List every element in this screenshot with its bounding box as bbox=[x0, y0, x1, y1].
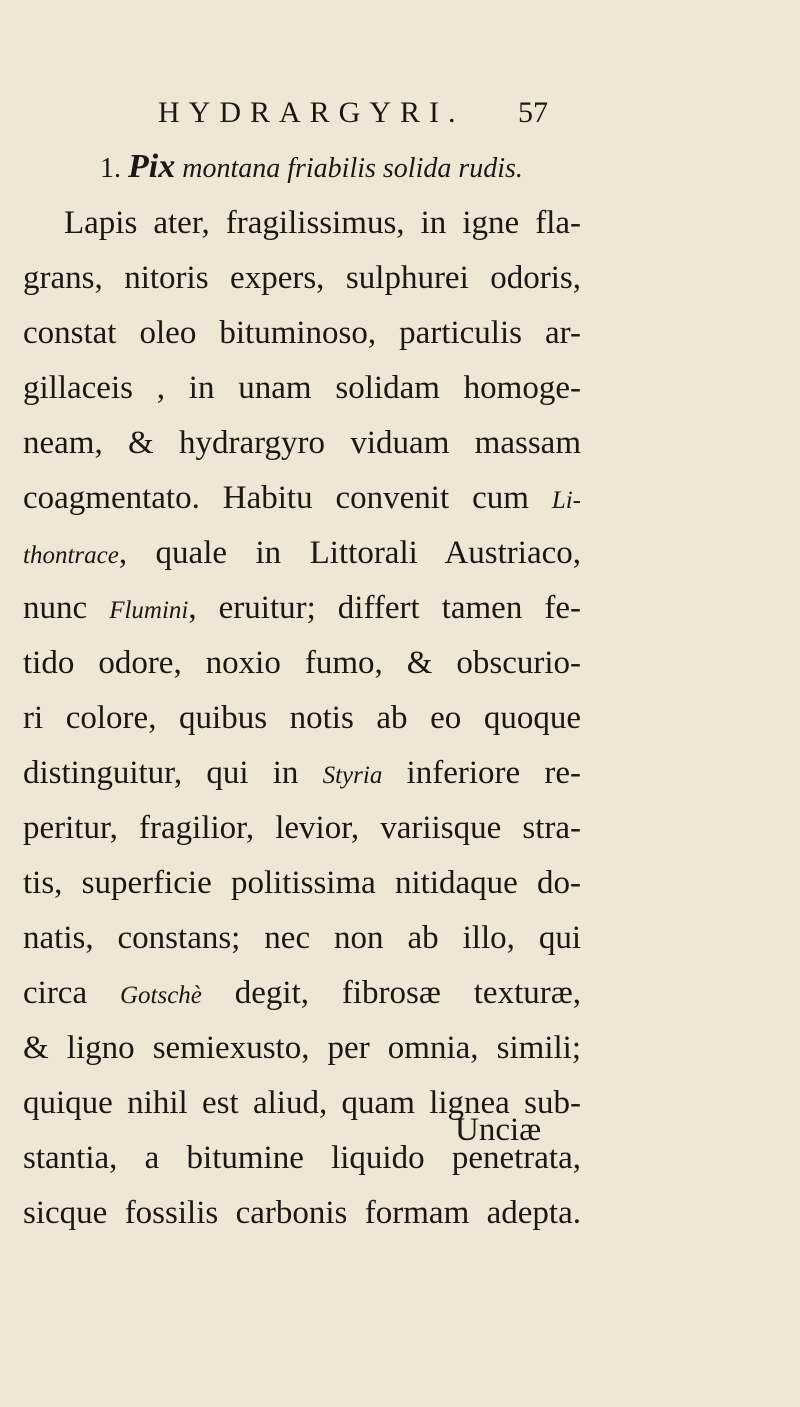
text-line bbox=[23, 801, 581, 856]
line-text: Lapis ater, fragilissimus, in igne fla- bbox=[64, 205, 581, 241]
italic-term: Styria bbox=[322, 762, 383, 789]
section-subtitle: montana friabilis solida rudis. bbox=[175, 153, 523, 184]
text-line bbox=[23, 966, 581, 1021]
catchword: Unciæ bbox=[455, 1112, 542, 1148]
running-title: HYDRARGYRI. bbox=[158, 96, 465, 129]
line-text: degit, fibrosæ texturæ, bbox=[201, 975, 581, 1011]
page-number: 57 bbox=[518, 96, 548, 129]
line-text: inferiore re- bbox=[382, 755, 581, 791]
line-text: distinguitur, qui in bbox=[23, 755, 323, 791]
text-line bbox=[23, 1021, 581, 1076]
line-text: , eruitur; differt tamen fe- bbox=[188, 590, 581, 626]
text-line bbox=[23, 746, 581, 801]
text-line bbox=[23, 856, 581, 911]
line-text: constat oleo bituminoso, particulis ar- bbox=[23, 315, 581, 351]
italic-term: Li- bbox=[551, 487, 581, 514]
line-text: , quale in Littorali Austriaco, bbox=[118, 535, 581, 571]
text-line bbox=[23, 581, 581, 636]
text-line bbox=[23, 251, 581, 306]
section-title bbox=[100, 148, 580, 186]
line-text: ri colore, quibus notis ab eo quoque bbox=[23, 700, 581, 736]
section-name: Pix bbox=[128, 148, 176, 185]
italic-term: Gotschè bbox=[119, 982, 202, 1009]
line-text: & ligno semiexusto, per omnia, simili; bbox=[23, 1030, 581, 1066]
text-line bbox=[23, 416, 581, 471]
text-line bbox=[23, 1186, 581, 1241]
line-text: peritur, fragilior, levior, variisque stra- bbox=[23, 810, 581, 846]
line-text: coagmentato. Habitu convenit cum bbox=[23, 480, 552, 516]
page-header bbox=[158, 96, 558, 136]
body-text bbox=[23, 196, 581, 1241]
text-line bbox=[23, 636, 581, 691]
line-text: neam, & hydrargyro viduam massam bbox=[23, 425, 581, 461]
line-text: sicque fossilis carbonis formam adepta. bbox=[23, 1195, 581, 1231]
text-line bbox=[23, 361, 581, 416]
line-text: nunc bbox=[23, 590, 110, 626]
line-text: tis, superficie politissima nitidaque do- bbox=[23, 865, 581, 901]
line-text: tido odore, noxio fumo, & obscurio- bbox=[23, 645, 581, 681]
text-line bbox=[23, 691, 581, 746]
section-number: 1. bbox=[100, 153, 121, 184]
line-text: quique nihil est aliud, quam lignea sub- bbox=[23, 1085, 581, 1121]
line-text: natis, constans; nec non ab illo, qui bbox=[23, 920, 581, 956]
italic-term: thontrace bbox=[23, 542, 119, 569]
text-line bbox=[23, 196, 581, 251]
text-line bbox=[23, 526, 581, 581]
text-line bbox=[23, 306, 581, 361]
text-line bbox=[23, 911, 581, 966]
line-text: stantia, a bitumine liquido penetrata, bbox=[23, 1140, 581, 1176]
line-text: circa bbox=[23, 975, 120, 1011]
line-text: grans, nitoris expers, sulphurei odoris, bbox=[23, 260, 581, 296]
text-line bbox=[23, 471, 581, 526]
italic-term: Flumini bbox=[109, 597, 189, 624]
line-text: gillaceis , in unam solidam homoge- bbox=[23, 370, 581, 406]
